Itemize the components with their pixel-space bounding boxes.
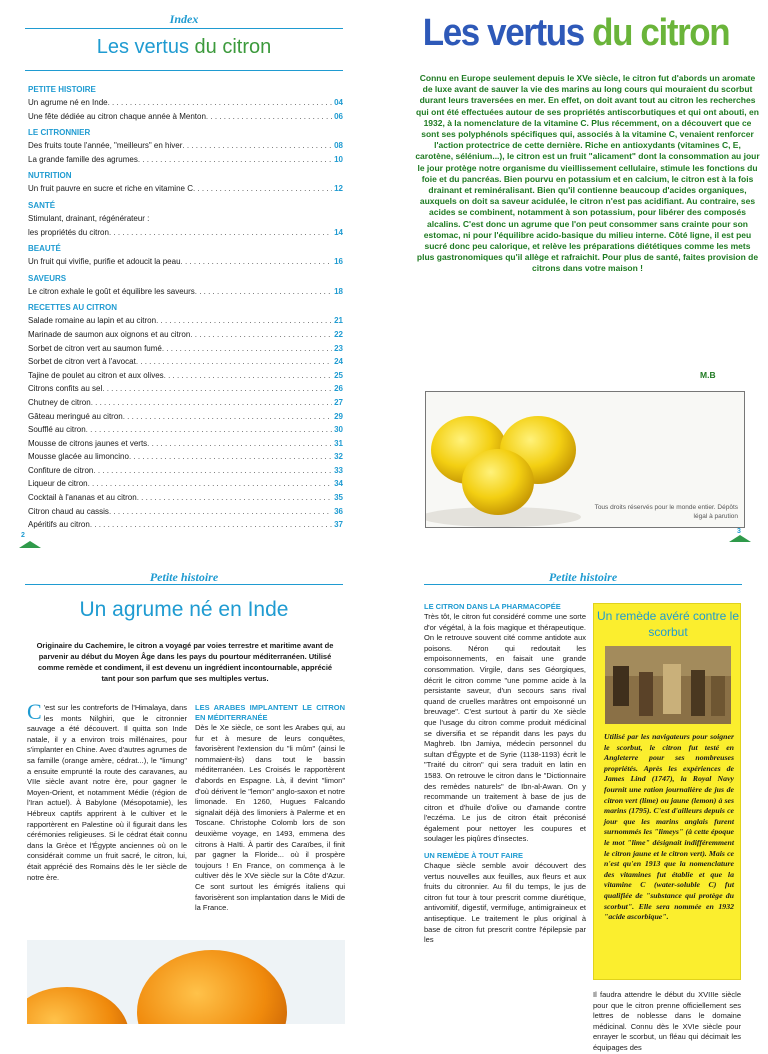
toc-leader-dots: [162, 342, 332, 356]
pharmacopee-heading: LE CITRON DANS LA PHARMACOPÉE: [424, 602, 561, 611]
toc-page-number: 27: [334, 397, 343, 407]
toc-entry-title: Un fruit pauvre en sucre et riche en vitamine C: [28, 184, 193, 194]
toc-page-number: 37: [334, 520, 343, 530]
toc-page-number: 04: [334, 98, 343, 107]
index-title: [25, 36, 343, 59]
agrume-dropcap: C: [27, 699, 42, 724]
toc-leader-dots: [195, 285, 332, 299]
toc-leader-dots: [190, 328, 332, 342]
agrume-title: Un agrume né en Inde: [79, 598, 289, 621]
toc-entry[interactable]: [28, 139, 343, 153]
index-header-tag: Index: [169, 12, 199, 26]
toc-page-number: 16: [334, 257, 343, 267]
toc-leader-dots: [129, 450, 332, 464]
page-corner-mark-right: [729, 535, 751, 542]
toc-entry[interactable]: [28, 153, 343, 167]
agrume-column-2-text: Dès le Xe siècle, ce sont les Arabes qui, au fur et à mesure de leurs conquêtes, favorisèrent l'extension du "li mûm" (ainsi le nommaient-ils) dans tout le bassin méditerranéen. Les Croisés le rapportèrent d'abords en Espagne. Là, il devint "limon" d'où dérivent le "lemon" anglo-saxon et notre limonade. En 1260, Hugues Falcando signalait déjà des limoniers à Palerme et en Toscane. Christophe Colomb lors de son deuxième voyage, en 1493, emmena des citrons à Haïti. À partir des Caraïbes, il finit par gagner la Floride... où il prospère toujours ! En France, on commença à le cultiver dès le XVe siècle sur la Côte d'Azur. Ce sont surtout les émigrés italiens qui favorisèrent son implantation dans le Midi de la France.: [195, 723, 345, 913]
toc-entry-title: Des fruits toute l'année, "meilleurs" en hiver: [28, 141, 183, 151]
scorbut-box-text: Utilisé par les navigateurs pour soigner le scorbut, le citron fut testé en Angleterre pour ses nombreuses propriétés. Après les expériences de James Lind (1747), la Royal Navy fournit une ration journalière de jus de citron vert (lime) ou jaune (lemon) à ses marins (1795). C'est d'ailleurs depuis ce jour que les marins anglais furent surnommés les "limeys" (à cette époque le mot "lime" désignait indifféremment le citron jaune et le citron vert). Mais ce n'est qu'en 1913 que la nomenclature des vitamines fut établie et que la vitamine C (water-soluble C) fut qualifiée de "substance qui protège du scorbut". Elle sera nommée en 1932 "acide ascorbique".: [604, 732, 734, 922]
index-header-rule: [25, 28, 343, 29]
toc-entry-title: Mousse de citrons jaunes et verts: [28, 438, 148, 448]
toc-section-heading: SAVEURS: [28, 273, 67, 283]
toc-leader-dots: [123, 410, 332, 424]
petite-histoire-tag-left: Petite histoire: [149, 570, 219, 584]
toc-entry-title: Mousse glacée au limoncino: [28, 452, 129, 462]
toc-page-number: 21: [334, 316, 343, 326]
index-title-rule: [25, 70, 343, 71]
toc-entry[interactable]: [28, 423, 343, 437]
toc-page-number: 25: [334, 370, 343, 380]
oranges-illustration: [27, 940, 345, 1024]
toc-entry[interactable]: [28, 110, 343, 124]
remede-tout-faire-heading: UN REMÈDE À TOUT FAIRE: [424, 851, 524, 861]
toc-entry[interactable]: [28, 328, 343, 342]
toc-entry[interactable]: [28, 285, 343, 299]
toc-entry-title: Soufflé au citron: [28, 425, 86, 435]
agrume-column-2-heading: LES ARABES IMPLANTENT LE CITRON EN MÉDITERRANÉE: [195, 703, 345, 722]
toc-leader-dots: [147, 437, 332, 451]
vertus-title: [399, 12, 752, 55]
toc-entry[interactable]: [28, 450, 343, 464]
toc-entry-title: Citron chaud au cassis: [28, 506, 109, 516]
toc-page-number: 10: [334, 154, 343, 164]
toc-entry[interactable]: [28, 396, 343, 410]
toc-entry-title: Le citron exhale le goût et équilibre les saveurs: [28, 286, 195, 296]
petite-histoire-rule-left: [25, 584, 343, 585]
vertus-title-part1: Les vertus: [422, 12, 593, 54]
toc-page-number: 14: [334, 227, 343, 237]
oranges-photo: [27, 940, 345, 1024]
sailors-engraving: [605, 646, 731, 724]
toc-entry[interactable]: [28, 410, 343, 424]
lemons-photo-caption: Tous droits réservés pour le monde entier. Dépôts légal à parution: [594, 504, 738, 520]
toc-section-heading: RECETTES AU CITRON: [28, 303, 118, 313]
sailors-illustration: [605, 646, 731, 724]
toc-entry-title: Salade romaine au lapin et au citron: [28, 316, 157, 326]
toc-entry-title: Sorbet de citron vert au saumon fumé: [28, 343, 162, 353]
toc-leader-dots: [91, 396, 332, 410]
toc-section-intro: Stimulant, drainant, régénérateur :: [28, 213, 150, 223]
toc-entry-title: Tajine de poulet au citron et aux olives: [28, 370, 164, 380]
vertus-title-part2: du citron: [592, 12, 730, 54]
page-corner-mark-left: [19, 541, 41, 548]
agrume-column-1-text: 'est sur les contreforts de l'Himalaya, dans les monts Nilghiri, que le citronnier sauvage a été découvert. Il quitta son Inde natale, il y a environ trois millénaires, pour s'implanter en Chine. Avec d'autres agrumes de sa famille (orange amère, cédrat...), le "limung" a ensuite emprunté la route des caravanes, au VIIe siècle avant notre ère, pour gagner le Moyen-Orient, et notamment Médie (région de l'Iran actuel). À Babylone (Mésopotamie), les Hébreux captifs apprirent à le cultiver et le rapportèrent en Palestine où il figurait dans les cérémonies religieuses. Si le cédrat était connu dans la Grèce et l'Égypte anciennes où on le considérait comme un fruit sacré, le citron, lui, était apprécié des Romains dès le Ier siècle de notre ère.: [27, 703, 187, 882]
toc-leader-dots: [136, 355, 332, 369]
toc-leader-dots: [109, 505, 332, 519]
toc-page-number: 22: [334, 329, 343, 339]
toc-page-number: 33: [334, 465, 343, 475]
toc-entry[interactable]: [28, 355, 343, 369]
toc-entry-title: Cocktail à l'ananas et au citron: [28, 493, 137, 503]
toc-page-number: 34: [334, 479, 343, 489]
toc-leader-dots: [164, 369, 332, 383]
toc-section-heading: BEAUTÉ: [28, 244, 61, 254]
toc-section-heading: PETITE HISTOIRE: [28, 85, 96, 94]
toc-page-number: 18: [334, 286, 343, 296]
index-title-part1: Les vertus: [96, 36, 195, 58]
toc-leader-dots: [90, 518, 332, 532]
toc-section-heading: LE CITRONNIER: [28, 128, 91, 138]
toc-entry-title: Marinade de saumon aux oignons et au citron: [28, 329, 191, 339]
toc-page-number: 29: [334, 411, 343, 421]
petite-histoire-tag-right: Petite histoire: [548, 570, 618, 584]
pharmacopee-text: Très tôt, le citron fut considéré comme une sorte d'or végétal, à la fois magique et thérapeutique. On le retrouve souvent cité comme antidote aux poisons. Néron qui redoutait les empoisonnements, en faisait une grande consommation. Virgile, dans ses Géorgiques, décrit le citron comme "une pomme acide à la persistante saveur, d'un secours sans rival quand de cruelles marâtres ont empoisonné un breuvage". C'est surtout à partir du Xe siècle que l'usage du citron comme produit médicinal se diversifia et se répandit dans les pays du Maghreb. Ibn Jamiya, médecin personnel du sultan d'Égypte et de Syrie (1138-1193) écrit le "Traité du citron" qui sera traduit en latin en 1583. On retrouve le citron dans le "Dictionnaire des remèdes naturels" de Ibn-al-Awan. On y recommande un traitement à base de jus de citron et d'huile d'olive ou d'amande contre l'eczéma. Le jus de citron était préconisé également pour nettoyer les coupures et soulager les piqûres d'insectes.: [424, 612, 586, 844]
toc-entry-title: Gâteau meringué au citron: [28, 411, 123, 421]
toc-page-number: 08: [334, 141, 343, 151]
agrume-column-1: [27, 699, 187, 883]
toc-page-number: 23: [334, 343, 343, 353]
toc-leader-dots: [86, 423, 332, 437]
page-number-left: 2: [21, 532, 25, 539]
toc-leader-dots: [138, 153, 332, 167]
toc-entry[interactable]: [28, 464, 343, 478]
toc-page-number: 12: [334, 184, 343, 194]
vertus-intro-text: Connu en Europe seulement depuis le XVe siècle, le citron fut d'abords un aromate de luxe avant de sauver la vie des marins au long cours qui mouraient du scorbut durant leurs traversées en mer. En effet, on doit avant tout au citron les recherches qui ont été effectuées autour de ses propriétés antiscorbutiques et qui ont abouti, en 1932, à la nomenclature de la vitamine C. Plus récemment, on a découvert que ce sont ses polyphénols spécifiques qui, associés à la vitamine C, venaient renforcer l'action protectrice de cette dernière. Riche en antioxydants (vitamines C, E, carotène, sélénium...), le citron est un fruit "alicament" dont la consommation au jour le jour protège notre organisme du vieillissement cellulaire, stimule les fonctions du foie et du pancréas. Bien pourvu en potassium et en calcium, le citron est à la fois drainant et reminéralisant. Bien qu'il contienne beaucoup d'acides organiques, auxquels on doit sa saveur acidulée, le citron n'est pas acidifiant. Au contraire, ses acides se combinent, notamment à son potassium, pour libérer des composés alcalins. C'est donc un agrume que l'on peut consommer sans crainte pour son estomac, ni pour l'équilibre acido-basique du milieu interne. Côté ligne, il est peu sucré donc peu calorique, et relève les préparations diététiques comme les mets plus gastronomiques qu'il allège et rafraichit. Pour plus de santé, faites provision de citrons dans votre maison !: [415, 73, 760, 274]
page-number-right: 3: [737, 528, 741, 535]
toc-leader-dots: [137, 491, 332, 505]
toc-entry[interactable]: [28, 518, 343, 532]
toc-entry-title: Confiture de citron: [28, 465, 94, 475]
toc-entry-title: Chutney de citron: [28, 397, 91, 407]
pharmacopee-column: [424, 602, 586, 946]
toc-leader-dots: [182, 139, 332, 153]
toc-leader-dots: [206, 110, 332, 124]
toc-leader-dots: [109, 226, 332, 240]
toc-entry[interactable]: [28, 437, 343, 451]
toc-entry[interactable]: [28, 369, 343, 383]
index-title-part2: du citron: [194, 36, 272, 58]
toc-section-heading: NUTRITION: [28, 171, 72, 181]
toc-page-number: 31: [334, 438, 343, 448]
toc-page-number: 26: [334, 384, 343, 394]
toc-entry-title: Liqueur de citron: [28, 479, 88, 489]
remede-tout-faire-text: Chaque siècle semble avoir découvert des vertus nouvelles aux feuilles, aux fleurs et aux fruits du citronnier. Au fil du temps, le jus de citron fut tour à tour prescrit comme diurétique, antivomitif, digestif, vermifuge, antimigraineux et antiseptique. Le traitement le plus original à base de citron fut prescrit contre l'épilepsie par les: [424, 861, 586, 945]
toc-entry[interactable]: [28, 182, 343, 196]
toc-page-number: 06: [334, 111, 343, 121]
toc-page-number: 32: [334, 452, 343, 462]
toc-page-number: 36: [334, 506, 343, 516]
toc-leader-dots: [181, 255, 333, 269]
agrume-column-2: [195, 703, 345, 914]
agrume-intro: Originaire du Cachemire, le citron a voyagé par voies terrestre et maritime avant de parvenir au début du Moyen Âge dans les pays du pourtour méditerranéen. Utilisé comme remède et condiment, il est devenu un ingrédient incontournable, apprécié tant pour son parfum que ses multiples vertus.: [36, 641, 334, 683]
toc-entry[interactable]: [28, 314, 343, 328]
toc-leader-dots: [93, 464, 332, 478]
toc-entry-title: les propriétés du citron: [28, 227, 109, 237]
toc-entry[interactable]: [28, 477, 343, 491]
toc-entry-title: La grande famille des agrumes: [28, 154, 138, 164]
lemons-photo-frame: [425, 391, 745, 528]
toc-entry-title: Un agrume né en Inde: [28, 98, 108, 107]
petite-histoire-rule-right: [424, 584, 742, 585]
toc-entry-title: Citrons confits au sel: [28, 384, 103, 394]
toc-page-number: 24: [334, 357, 343, 367]
toc-leader-dots: [102, 382, 332, 396]
scorbut-sidebar-box: [593, 603, 741, 980]
toc-entry-title: Un fruit qui vivifie, purifie et adoucit la peau: [28, 257, 181, 267]
scorbut-after-text: Il faudra attendre le début du XVIIIe siècle pour que le citron prenne officiellement ses lettres de noblesse dans le domaine médicinal. Connu dès le XVIe siècle pour enrayer le scorbut, un fléau qui décimait les équipages des: [593, 990, 741, 1052]
toc-leader-dots: [88, 477, 333, 491]
toc-page-number: 30: [334, 425, 343, 435]
toc-entry[interactable]: [28, 255, 343, 269]
toc-entry[interactable]: [28, 96, 343, 110]
toc-entry-title: Une fête dédiée au citron chaque année à Menton: [28, 111, 206, 121]
table-of-contents: [28, 80, 343, 532]
toc-entry[interactable]: [28, 505, 343, 519]
toc-leader-dots: [193, 182, 332, 196]
toc-leader-dots: [156, 314, 332, 328]
toc-entry-title: Sorbet de citron vert à l'avocat: [28, 357, 136, 367]
toc-entry-title: Apéritifs au citron: [28, 520, 90, 530]
vertus-signature: M.B: [700, 370, 716, 380]
toc-leader-dots: [108, 96, 332, 110]
toc-entry[interactable]: [28, 382, 343, 396]
toc-entry[interactable]: [28, 226, 343, 240]
toc-entry[interactable]: [28, 342, 343, 356]
toc-section-heading: SANTÉ: [28, 200, 56, 210]
toc-page-number: 35: [334, 493, 343, 503]
toc-entry[interactable]: [28, 491, 343, 505]
scorbut-box-title: Un remède avéré contre le scorbut: [596, 609, 740, 639]
